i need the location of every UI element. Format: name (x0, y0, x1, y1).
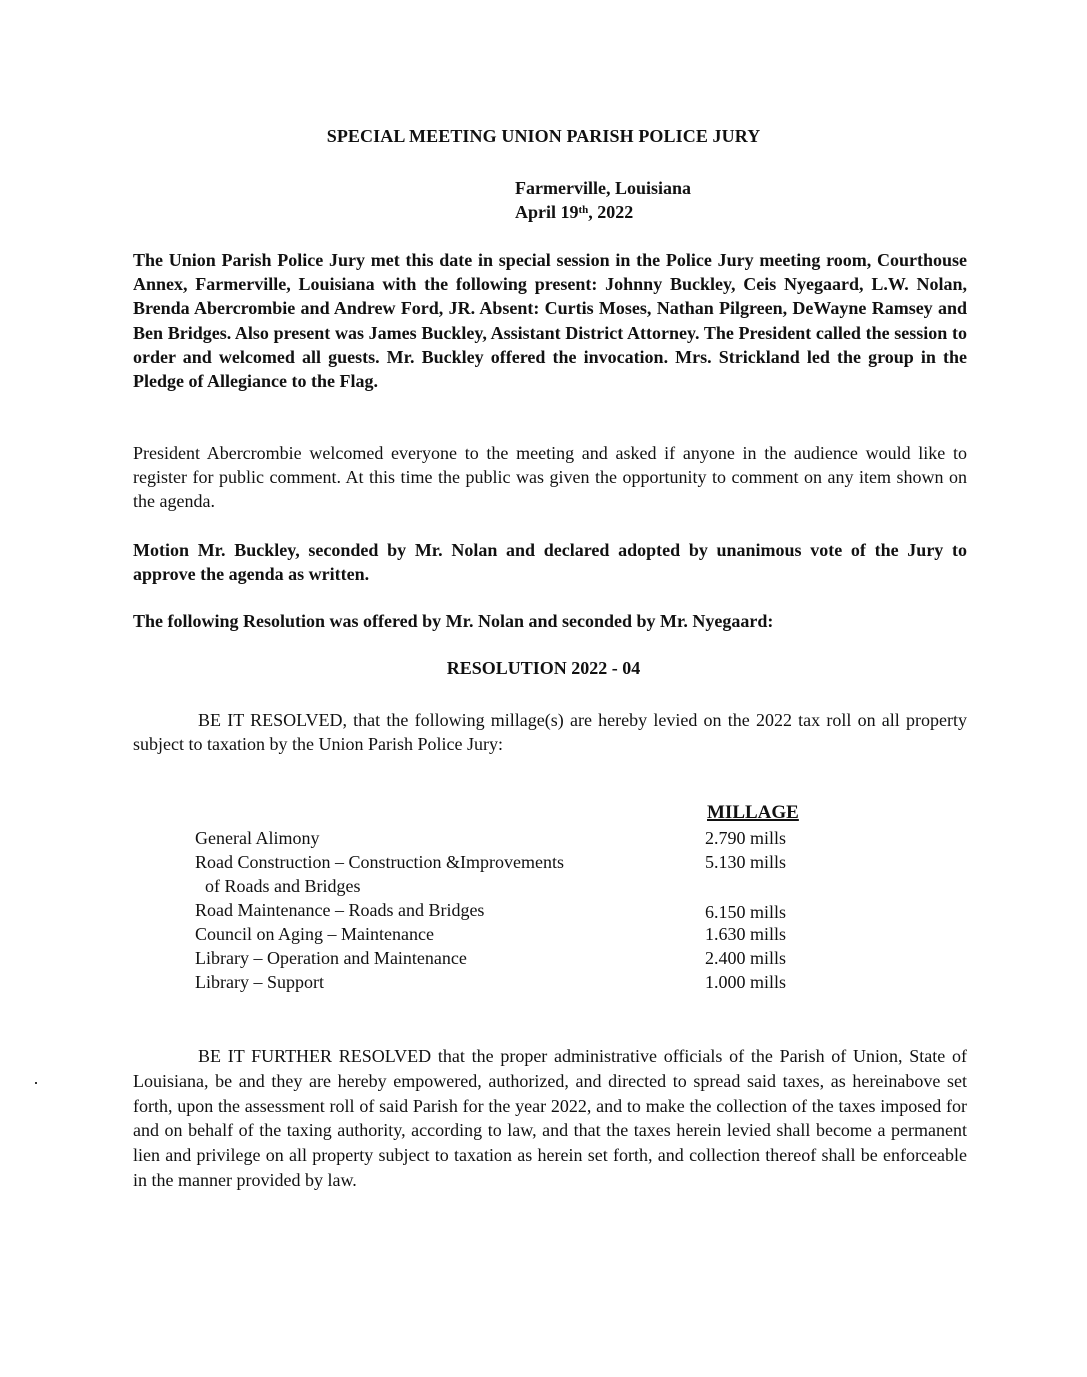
resolution-heading: RESOLUTION 2022 - 04 (446, 658, 641, 678)
millage-item-name-line1: Road Construction – Construction &Improvements (195, 852, 564, 872)
resolution-offered-paragraph: The following Resolution was offered by Mr. Nolan and seconded by Mr. Nyegaard: (133, 611, 774, 631)
meeting-date-day: April 19 (515, 202, 579, 222)
millage-item-name: Road Maintenance – Roads and Bridges (195, 900, 485, 920)
millage-row (195, 970, 835, 994)
attendance-paragraph: The Union Parish Police Jury met this date in special session in the Police Jury meeting room, Courthouse Annex, Farmerville, Louisiana with the following present: Johnny Buckley, Ceis Nyegaard, L.W. Nolan, Brenda Abercrombie and Andrew Ford, JR. Absent: Curtis Moses, Nathan Pilgreen, DeWayne Ramsey and Ben Bridges. Also present was James Buckley, Assistant District Attorney. The President called the session to order and welcomed all guests. Mr. Buckley offered the invocation. Mrs. Strickland led the group in the Pledge of Allegiance to the Flag. (133, 250, 967, 392)
millage-item-name: Library – Support (195, 972, 324, 992)
millage-item-value: 1.630 mills (705, 924, 787, 944)
millage-item-value: 5.130 mills (705, 852, 787, 872)
millage-item-name-line2: of Roads and Bridges (205, 876, 361, 896)
further-resolved-paragraph: BE IT FURTHER RESOLVED that the proper administrative officials of the Parish of Union, State of Louisiana, be and they are hereby empowered, authorized, and directed to spread said taxes, as hereinabove set forth, upon the assessment roll of said Parish for the year 2022, and to make the collection of the taxes imposed for and on behalf of the taxing authority, according to law, and that the taxes herein levied shall become a permanent lien and privilege on all property subject to taxation as herein set forth, and collection thereof shall be enforceable in the manner provided by law. (133, 1046, 967, 1190)
resolution-intro-paragraph: BE IT RESOLVED, that the following millage(s) are hereby levied on the 2022 tax roll on all property subject to taxation by the Union Parish Police Jury: (133, 710, 967, 755)
millage-table (195, 826, 835, 994)
public-comment-paragraph: President Abercrombie welcomed everyone to the meeting and asked if anyone in the audience would like to register for public comment. At this time the public was given the opportunity to comment on any item shown on the agenda. (133, 443, 967, 512)
millage-item-name: General Alimony (195, 828, 320, 848)
millage-column-header: MILLAGE (707, 802, 799, 823)
millage-item-value: 2.400 mills (705, 948, 787, 968)
millage-item-name: Council on Aging – Maintenance (195, 924, 434, 944)
millage-item-value: 6.150 mills (705, 902, 787, 922)
millage-item-name: Library – Operation and Maintenance (195, 948, 467, 968)
meeting-date (515, 200, 691, 224)
document-title: SPECIAL MEETING UNION PARISH POLICE JURY (326, 126, 761, 146)
meeting-date-suffix: th (578, 204, 589, 216)
millage-row (195, 922, 835, 946)
millage-row (195, 826, 835, 850)
meeting-date-year: , 2022 (588, 202, 634, 222)
meeting-place-date (515, 176, 691, 224)
millage-item-value: 1.000 mills (705, 972, 787, 992)
scan-speck (35, 1082, 37, 1084)
meeting-location: Farmerville, Louisiana (515, 178, 691, 198)
millage-row (195, 898, 835, 922)
millage-item-value: 2.790 mills (705, 828, 787, 848)
millage-row (195, 850, 835, 898)
millage-row (195, 946, 835, 970)
motion-paragraph: Motion Mr. Buckley, seconded by Mr. Nolan and declared adopted by unanimous vote of the Jury to approve the agenda as written. (133, 540, 967, 585)
millage-item-name (195, 850, 675, 898)
